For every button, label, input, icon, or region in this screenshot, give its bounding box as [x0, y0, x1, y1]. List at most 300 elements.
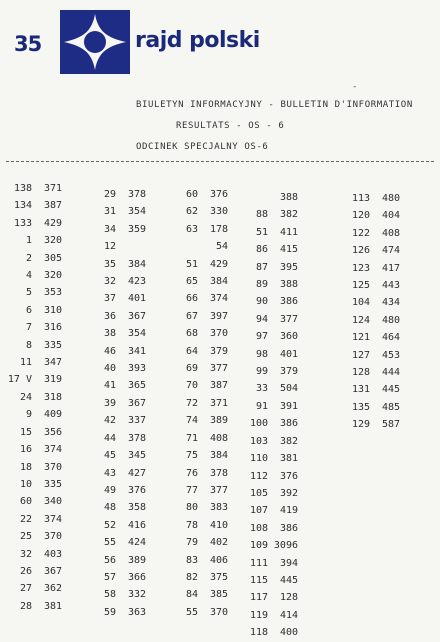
rally-logo [60, 10, 130, 74]
stage-time: 305 [43, 252, 62, 264]
stage-time: 374 [209, 293, 228, 305]
stage-time: 378 [127, 432, 146, 444]
result-row [4, 546, 62, 563]
result-row [4, 267, 62, 284]
stage-time: 408 [381, 227, 400, 239]
car-number: 25 [19, 531, 32, 543]
stage-time: 360 [279, 331, 298, 343]
car-number: 66 [185, 293, 198, 305]
stage-time: 395 [279, 261, 298, 273]
result-row [170, 377, 228, 394]
stage-time: 424 [127, 537, 146, 549]
result-row [240, 607, 298, 624]
stage-time: 384 [209, 450, 228, 462]
car-number: 2 [25, 252, 32, 264]
result-row [4, 441, 62, 458]
stage-time: 434 [381, 297, 400, 309]
car-number: 35 [103, 258, 116, 270]
stage-time: 367 [127, 310, 146, 322]
result-row [240, 572, 298, 589]
result-row [170, 186, 228, 203]
stage-time: 318 [43, 391, 62, 403]
car-number: 26 [19, 565, 32, 577]
result-row [4, 319, 62, 336]
result-row [240, 468, 298, 485]
stage-time: 370 [209, 328, 228, 340]
stage-time: 374 [43, 513, 62, 525]
car-number: 60 [185, 189, 198, 200]
stage-time: 406 [209, 554, 228, 566]
result-row [240, 311, 298, 328]
result-row [4, 371, 62, 388]
result-row [240, 555, 298, 572]
car-number: 43 [103, 467, 116, 479]
result-row [4, 598, 62, 615]
result-row [170, 395, 228, 412]
result-row [88, 395, 146, 412]
car-number: 51 [185, 258, 198, 270]
result-row [4, 528, 62, 545]
car-number: 48 [103, 502, 116, 514]
result-row [170, 308, 228, 325]
car-number: 17 V [7, 374, 32, 386]
stage-time: 423 [127, 276, 146, 288]
stage-time: 358 [127, 502, 146, 514]
car-number [170, 238, 198, 255]
stage-time: 332 [127, 589, 146, 601]
stage-time: 365 [127, 380, 146, 392]
stage-time: 429 [209, 258, 228, 270]
stage-time: 356 [43, 426, 62, 438]
stage-time: 474 [381, 245, 400, 257]
result-row [240, 520, 298, 537]
stage-time: 409 [43, 409, 62, 421]
stage-time: 362 [43, 583, 62, 595]
car-number: 80 [185, 502, 198, 514]
results-column-3 [170, 186, 228, 621]
result-row [240, 502, 298, 519]
result-row [170, 604, 228, 621]
car-number: 83 [185, 554, 198, 566]
car-number: 55 [103, 537, 116, 549]
result-row [88, 586, 146, 603]
stage-time: 391 [279, 400, 298, 412]
result-row [170, 290, 228, 307]
result-row [240, 293, 298, 310]
stage-time [116, 238, 146, 255]
stage-title: ODCINEK SPECJALNY OS-6 [136, 142, 269, 152]
result-row [240, 241, 298, 258]
car-number: 75 [185, 450, 198, 462]
result-row [342, 190, 400, 207]
car-number: 133 [13, 217, 32, 229]
results-column-4 [240, 189, 298, 642]
result-row [342, 329, 400, 346]
stage-time: 392 [279, 487, 298, 499]
car-number: 56 [103, 554, 116, 566]
result-row [4, 493, 62, 510]
result-row [170, 238, 228, 255]
result-row [4, 232, 62, 249]
stage-time: 386 [279, 296, 298, 308]
car-number: 15 [19, 426, 32, 438]
car-number: 131 [351, 384, 370, 396]
car-number: 9 [25, 409, 32, 421]
stage-time: 354 [127, 328, 146, 340]
car-number: 45 [103, 450, 116, 462]
stage-time: 354 [127, 206, 146, 218]
result-row [342, 416, 400, 433]
stage-time: 370 [209, 606, 228, 618]
result-row [170, 273, 228, 290]
stage-time: 353 [43, 287, 62, 299]
car-number: 38 [103, 328, 116, 340]
stage-time: 400 [279, 627, 298, 639]
stage-time: 337 [127, 415, 146, 427]
car-number: 67 [185, 310, 198, 322]
stage-time: 377 [209, 363, 228, 375]
stage-time: 371 [209, 397, 228, 409]
stage-time: 347 [43, 357, 62, 369]
car-number: 37 [103, 293, 116, 305]
stage-time: 379 [279, 366, 298, 378]
result-row [4, 302, 62, 319]
result-row [240, 346, 298, 363]
result-row [170, 482, 228, 499]
result-row [4, 215, 62, 232]
car-number: 29 [103, 189, 116, 200]
result-row [4, 180, 62, 197]
car-number: 134 [13, 200, 32, 212]
car-number: 97 [255, 331, 268, 343]
result-row [4, 197, 62, 214]
result-row [170, 447, 228, 464]
result-row [88, 604, 146, 621]
car-number: 90 [255, 296, 268, 308]
result-row [240, 433, 298, 450]
result-row [342, 207, 400, 224]
stage-time: 445 [279, 574, 298, 586]
stage-time: 411 [279, 226, 298, 238]
stage-time: 320 [43, 270, 62, 282]
car-number: 118 [249, 627, 268, 639]
car-number: 31 [103, 206, 116, 218]
stage-time: 404 [381, 210, 400, 222]
car-number: 121 [351, 332, 370, 344]
stage-time: 128 [279, 592, 298, 604]
car-number: 100 [249, 418, 268, 430]
car-number: 64 [185, 345, 198, 357]
stage-time: 379 [209, 345, 228, 357]
car-number: 120 [351, 210, 370, 222]
result-row [240, 450, 298, 467]
car-number: 74 [185, 415, 198, 427]
result-row [342, 364, 400, 381]
car-number: 113 [351, 193, 370, 204]
car-number: 69 [185, 363, 198, 375]
stage-time: 381 [43, 600, 62, 612]
stage-time: 485 [381, 401, 400, 413]
result-row [240, 380, 298, 397]
car-number: 71 [185, 432, 198, 444]
result-row [240, 485, 298, 502]
car-number: 22 [19, 513, 32, 525]
result-row [170, 360, 228, 377]
result-row [170, 256, 228, 273]
car-number: 34 [103, 223, 116, 235]
result-row [4, 563, 62, 580]
result-row [4, 284, 62, 301]
stage-time: 401 [127, 293, 146, 305]
stage-time: 374 [43, 444, 62, 456]
stage-time: 414 [279, 609, 298, 621]
result-row [4, 406, 62, 423]
stage-time: 310 [43, 304, 62, 316]
result-row [240, 189, 298, 206]
car-number: 109 [249, 540, 268, 552]
logo-star-icon [60, 10, 130, 74]
stage-time: 376 [127, 484, 146, 496]
result-row [4, 337, 62, 354]
result-row [88, 360, 146, 377]
car-number: 11 [19, 357, 32, 369]
result-row [88, 256, 146, 273]
stage-time: 443 [381, 280, 400, 292]
stage-time: 384 [209, 276, 228, 288]
result-row [240, 624, 298, 641]
result-row [170, 412, 228, 429]
stage-time: 335 [43, 478, 62, 490]
result-row [170, 465, 228, 482]
result-row [240, 224, 298, 241]
car-number: 7 [25, 322, 32, 334]
stage-time: 387 [209, 380, 228, 392]
car-number: 1 [25, 235, 32, 247]
result-row [4, 250, 62, 267]
car-number: 122 [351, 227, 370, 239]
result-row [88, 203, 146, 220]
car-number: 27 [19, 583, 32, 595]
result-row [240, 398, 298, 415]
stage-time: 316 [43, 322, 62, 334]
result-row [88, 412, 146, 429]
stage-time: 3096 [273, 540, 298, 552]
result-row [4, 580, 62, 597]
car-number: 46 [103, 345, 116, 357]
result-row [342, 294, 400, 311]
result-row [342, 399, 400, 416]
result-row [88, 325, 146, 342]
result-row [170, 552, 228, 569]
car-number: 78 [185, 519, 198, 531]
header-dash: - [352, 82, 358, 92]
stage-time: 382 [279, 209, 298, 221]
stage-time: 330 [209, 206, 228, 218]
stage-time: 480 [381, 314, 400, 326]
result-row [88, 499, 146, 516]
stage-time: 377 [279, 313, 298, 325]
car-number: 33 [255, 383, 268, 395]
car-number: 108 [249, 522, 268, 534]
car-number: 117 [249, 592, 268, 604]
result-row [4, 511, 62, 528]
result-row [170, 430, 228, 447]
results-column-1 [4, 180, 62, 615]
stage-time: 367 [43, 565, 62, 577]
result-row [342, 347, 400, 364]
car-number: 60 [19, 496, 32, 508]
car-number: 51 [255, 226, 268, 238]
car-number: 57 [103, 571, 116, 583]
result-row [88, 308, 146, 325]
result-row [4, 389, 62, 406]
stage-time: 417 [381, 262, 400, 274]
stage-time: 393 [127, 363, 146, 375]
stage-time: 378 [209, 467, 228, 479]
stage-time: 397 [209, 310, 228, 322]
car-number: 124 [351, 314, 370, 326]
stage-time: 402 [209, 537, 228, 549]
results-title: RESULTATS - OS - 6 [176, 121, 285, 131]
result-row [4, 476, 62, 493]
stage-time: 386 [279, 522, 298, 534]
bulletin-title: BIULETYN INFORMACYJNY - BULLETIN D'INFORMATION [136, 100, 413, 110]
result-row [88, 343, 146, 360]
stage-time: 335 [43, 339, 62, 351]
car-number: 112 [249, 470, 268, 482]
stage-time: 429 [43, 217, 62, 229]
result-row [170, 586, 228, 603]
result-row [342, 277, 400, 294]
result-row [170, 517, 228, 534]
stage-time: 376 [279, 470, 298, 482]
car-number: 125 [351, 280, 370, 292]
stage-time: 367 [127, 397, 146, 409]
car-number: 28 [19, 600, 32, 612]
result-row [240, 537, 298, 554]
car-number [240, 189, 268, 206]
result-row [170, 343, 228, 360]
result-row [342, 225, 400, 242]
result-row [88, 290, 146, 307]
result-row [4, 459, 62, 476]
stage-time: 444 [381, 367, 400, 379]
results-column-2 [88, 186, 146, 621]
stage-time: 383 [209, 502, 228, 514]
stage-time: 54 [215, 241, 228, 253]
result-row [240, 363, 298, 380]
car-number: 58 [103, 589, 116, 601]
car-number: 8 [25, 339, 32, 351]
car-number: 41 [103, 380, 116, 392]
stage-time: 382 [279, 435, 298, 447]
result-row [342, 381, 400, 398]
car-number: 82 [185, 571, 198, 583]
result-row [240, 328, 298, 345]
stage-time: 320 [43, 235, 62, 247]
result-row [88, 517, 146, 534]
car-number: 62 [185, 206, 198, 218]
stage-time: 385 [209, 589, 228, 601]
stage-time: 403 [43, 548, 62, 560]
stage-time: 363 [127, 606, 146, 618]
car-number: 65 [185, 276, 198, 288]
divider-rule [6, 161, 434, 162]
stage-time: 416 [127, 519, 146, 531]
stage-time: 359 [127, 223, 146, 235]
result-row [170, 534, 228, 551]
car-number: 123 [351, 262, 370, 274]
stage-time: 370 [43, 461, 62, 473]
car-number: 128 [351, 367, 370, 379]
car-number: 119 [249, 609, 268, 621]
stage-time: 445 [381, 384, 400, 396]
car-number: 36 [103, 310, 116, 322]
rally-number: 35 [14, 32, 42, 56]
stage-time: 377 [209, 484, 228, 496]
result-row [4, 354, 62, 371]
car-number: 127 [351, 349, 370, 361]
stage-time: 388 [279, 279, 298, 291]
car-number: 39 [103, 397, 116, 409]
car-number: 42 [103, 415, 116, 427]
result-row [170, 325, 228, 342]
car-number: 72 [185, 397, 198, 409]
result-row [240, 276, 298, 293]
result-row [170, 221, 228, 238]
car-number: 44 [103, 432, 116, 444]
car-number: 115 [249, 574, 268, 586]
car-number: 63 [185, 223, 198, 235]
stage-time: 378 [127, 189, 146, 200]
car-number: 104 [351, 297, 370, 309]
stage-time: 387 [43, 200, 62, 212]
car-number: 24 [19, 391, 32, 403]
stage-time: 504 [279, 383, 298, 395]
stage-time: 415 [279, 244, 298, 256]
results-column-5 [342, 190, 400, 434]
car-number: 59 [103, 606, 116, 618]
result-row [4, 424, 62, 441]
car-number: 52 [103, 519, 116, 531]
stage-time: 381 [279, 453, 298, 465]
stage-time: 319 [43, 374, 62, 386]
car-number: 79 [185, 537, 198, 549]
stage-time: 394 [279, 557, 298, 569]
car-number: 32 [103, 276, 116, 288]
result-row [88, 221, 146, 238]
stage-time: 375 [209, 571, 228, 583]
result-row [88, 238, 146, 255]
stage-time: 480 [381, 193, 400, 204]
car-number: 86 [255, 244, 268, 256]
car-number: 70 [185, 380, 198, 392]
car-number: 4 [25, 270, 32, 282]
car-number: 105 [249, 487, 268, 499]
result-row [88, 273, 146, 290]
stage-time: 587 [381, 419, 400, 431]
stage-time: 410 [209, 519, 228, 531]
car-number: 84 [185, 589, 198, 601]
result-row [88, 447, 146, 464]
car-number: 129 [351, 419, 370, 431]
car-number: 49 [103, 484, 116, 496]
car-number: 111 [249, 557, 268, 569]
stage-time: 371 [43, 183, 62, 194]
result-row [170, 203, 228, 220]
car-number: 88 [255, 209, 268, 221]
result-row [342, 312, 400, 329]
